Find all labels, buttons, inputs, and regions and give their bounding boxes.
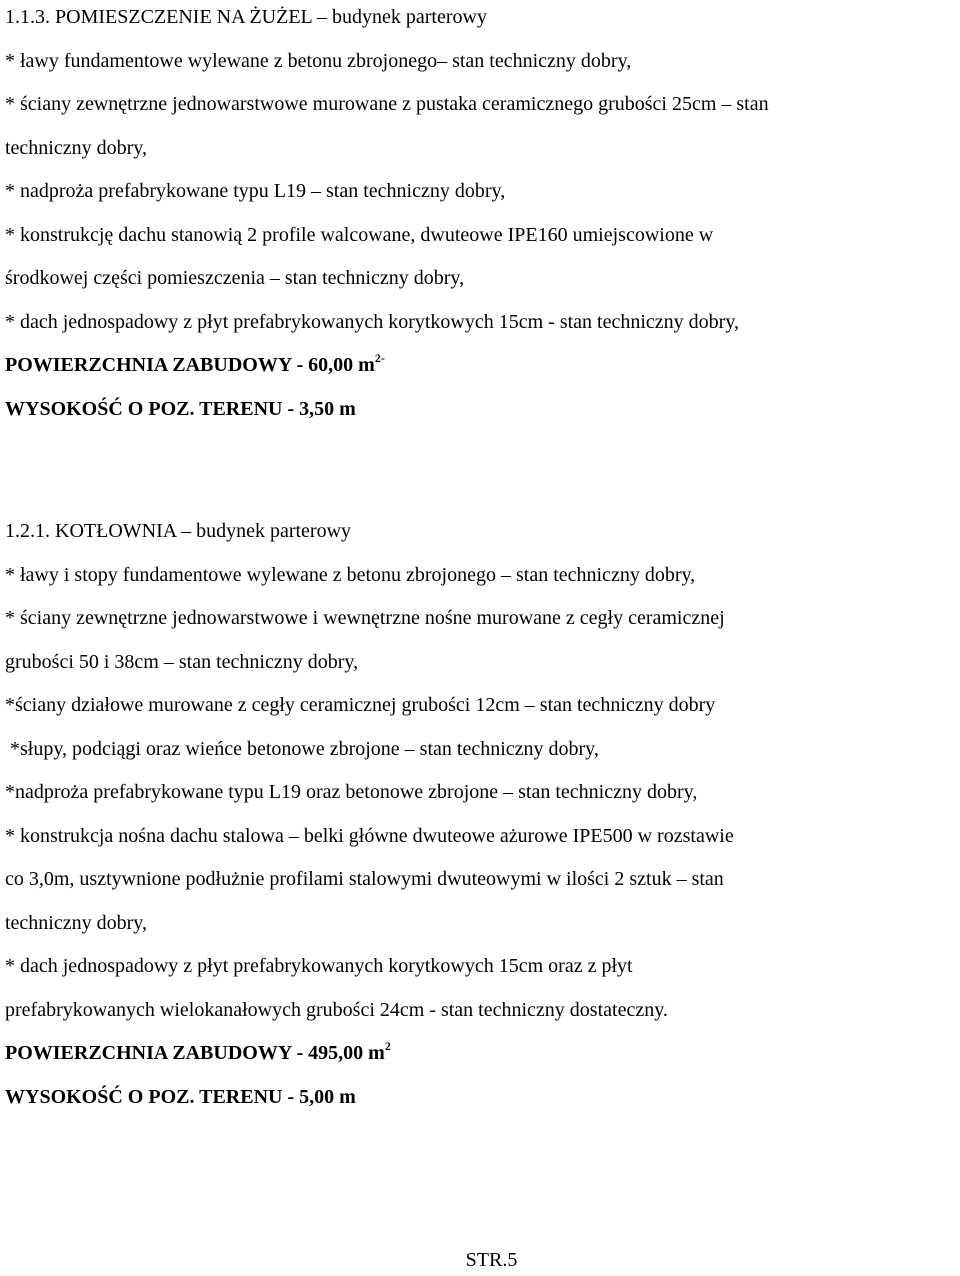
text-line: * konstrukcję dachu stanowią 2 profile walcowane, dwuteowe IPE160 umiejscowione w xyxy=(5,223,714,246)
section-heading-kotlownia: 1.2.1. KOTŁOWNIA – budynek parterowy xyxy=(5,520,352,542)
text-line: * dach jednospadowy z płyt prefabrykowanych korytkowych 15cm - stan techniczny dobry, xyxy=(5,310,740,333)
page-number: STR.5 xyxy=(465,1249,518,1271)
section-heading-zuzel: 1.1.3. POMIESZCZENIE NA ŻUŻEL – budynek parterowy xyxy=(5,6,487,28)
text-line: * nadproża prefabrykowane typu L19 – stan techniczny dobry, xyxy=(5,180,506,202)
area-unit-superscript: 2 xyxy=(384,1039,391,1053)
height-line-zuzel: WYSOKOŚĆ O POZ. TERENU - 3,50 m xyxy=(5,397,356,420)
area-line-kotlownia xyxy=(5,1036,957,1080)
area-label: POWIERZCHNIA ZABUDOWY - 60,00 m xyxy=(5,354,375,376)
text-line: co 3,0m, usztywnione podłużnie profilami stalowymi dwuteowymi w ilości 2 sztuk – stan xyxy=(5,868,724,890)
text-line: * ściany zewnętrzne jednowarstwowe i wewnętrzne nośne murowane z cegły ceramicznej xyxy=(5,607,725,629)
text-line: techniczny dobry, xyxy=(5,911,147,934)
area-unit-superscript: 2- xyxy=(374,351,385,365)
text-line: techniczny dobry, xyxy=(5,136,147,159)
text-line: * ławy fundamentowe wylewane z betonu zbrojonego– stan techniczny dobry, xyxy=(5,49,632,72)
text-line: * konstrukcja nośna dachu stalowa – belki główne dwuteowe ażurowe IPE500 w rozstawie xyxy=(5,824,734,847)
height-line-kotlownia: WYSOKOŚĆ O POZ. TERENU - 5,00 m xyxy=(5,1085,356,1108)
text-line: grubości 50 i 38cm – stan techniczny dobry, xyxy=(5,650,359,673)
area-label: POWIERZCHNIA ZABUDOWY - 495,00 m xyxy=(5,1042,385,1064)
text-line: *ściany działowe murowane z cegły ceramicznej grubości 12cm – stan techniczny dobry xyxy=(5,694,716,716)
text-line: *nadproża prefabrykowane typu L19 oraz betonowe zbrojone – stan techniczny dobry, xyxy=(5,781,698,803)
document-page xyxy=(5,0,957,1123)
text-line: * ławy i stopy fundamentowe wylewane z betonu zbrojonego – stan techniczny dobry, xyxy=(5,563,696,586)
text-line: * dach jednospadowy z płyt prefabrykowanych korytkowych 15cm oraz z płyt xyxy=(5,955,633,977)
text-line: *słupy, podciągi oraz wieńce betonowe zbrojone – stan techniczny dobry, xyxy=(10,737,599,760)
section-spacer xyxy=(5,435,957,514)
text-line: * ściany zewnętrzne jednowarstwowe murowane z pustaka ceramicznego grubości 25cm – stan xyxy=(5,93,769,115)
text-line: środkowej części pomieszczenia – stan techniczny dobry, xyxy=(5,267,465,289)
text-line: prefabrykowanych wielokanałowych grubości 24cm - stan techniczny dostateczny. xyxy=(5,998,668,1021)
area-line-zuzel xyxy=(5,348,957,392)
